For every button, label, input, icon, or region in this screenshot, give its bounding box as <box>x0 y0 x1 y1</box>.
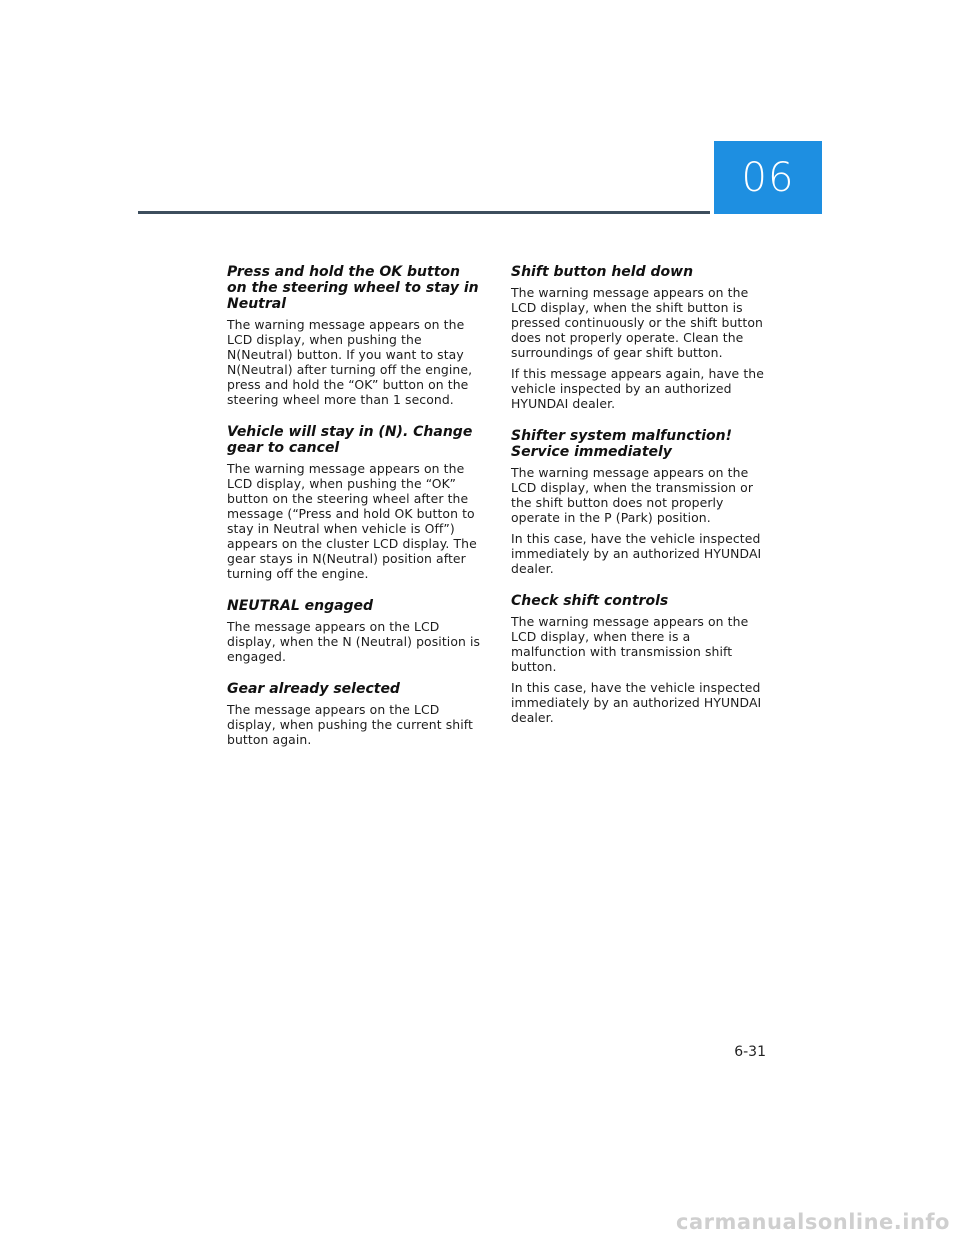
section-title: NEUTRAL engaged <box>227 598 374 614</box>
page-number: 6-31 <box>734 1044 766 1060</box>
section-vehicle-stay-neutral <box>227 424 483 581</box>
section-paragraph: In this case, have the vehicle inspected immediately by an authorized HYUNDAI dealer. <box>511 680 762 725</box>
section-check-shift-controls <box>511 593 767 725</box>
chapter-tab <box>714 141 822 214</box>
section-title: Check shift controls <box>511 593 669 609</box>
section-title: Shift button held down <box>511 264 694 280</box>
section-ok-button-neutral <box>227 264 483 407</box>
section-title: Gear already selected <box>227 681 400 697</box>
section-gear-already-selected <box>227 681 483 747</box>
section-paragraph: In this case, have the vehicle inspected immediately by an authorized HYUNDAI dealer. <box>511 531 762 576</box>
section-paragraph: The warning message appears on the LCD display, when pushing the “OK” button on the steering wheel after the message (“Press and hold OK button to stay in Neutral when vehicle is Off”) appears on the cluster LCD display. The gear stays in N(Neutral) position after turning off the engine. <box>227 461 477 581</box>
watermark: carmanualsonline.info <box>676 1210 950 1234</box>
section-paragraph: The message appears on the LCD display, when the N (Neutral) position is engaged. <box>227 619 481 664</box>
section-paragraph: The warning message appears on the LCD display, when the shift button is pressed continuously or the shift button does not properly operate. Clean the surroundings of gear shift button. <box>511 285 763 360</box>
section-paragraph: The warning message appears on the LCD display, when there is a malfunction with transmission shift button. <box>511 614 749 674</box>
section-title: Vehicle will stay in (N). Change gear to cancel <box>227 424 473 456</box>
section-paragraph: If this message appears again, have the vehicle inspected by an authorized HYUNDAI dealer. <box>511 366 764 411</box>
section-paragraph: The warning message appears on the LCD display, when pushing the N(Neutral) button. If you want to stay N(Neutral) after turning off the engine, press and hold the “OK” button on the steering wheel more than 1 second. <box>227 317 473 407</box>
left-column <box>227 264 483 764</box>
section-title: Press and hold the OK button on the steering wheel to stay in Neutral <box>227 264 479 312</box>
section-paragraph: The message appears on the LCD display, when pushing the current shift button again. <box>227 702 473 747</box>
section-shifter-malfunction <box>511 428 767 576</box>
chapter-number: 06 <box>741 154 795 201</box>
section-paragraph: The warning message appears on the LCD display, when the transmission or the shift button does not properly operate in the P (Park) position. <box>511 465 754 525</box>
section-neutral-engaged <box>227 598 483 664</box>
section-shift-button-held <box>511 264 767 411</box>
header-rule <box>138 211 710 214</box>
section-title: Shifter system malfunction! Service immediately <box>511 428 732 460</box>
right-column <box>511 264 767 742</box>
